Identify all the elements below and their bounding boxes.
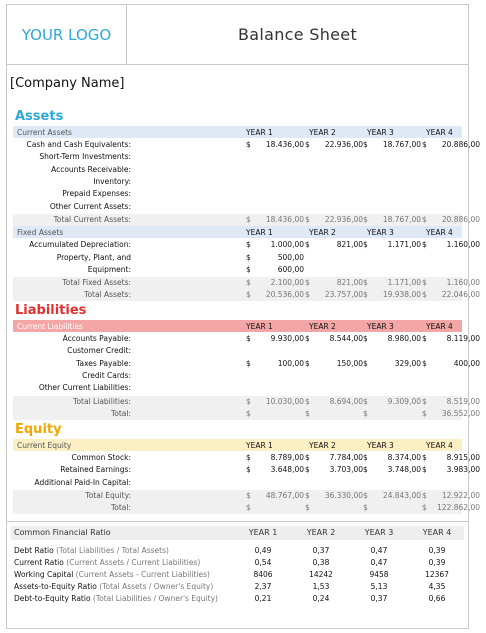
ratio-formula: (Current Assets - Current Liabilities) [75, 570, 210, 579]
current-asset-row [13, 188, 462, 200]
ratio-value-1: 0,54 [254, 558, 272, 567]
current-equity-row-label: Retained Earnings: [60, 465, 131, 475]
amount: 22.936,00 [324, 140, 363, 149]
fixed-asset-row [13, 239, 480, 251]
grand-total: 36.552,00 [441, 409, 480, 418]
total-liabilities-row-label: Total Liabilities: [73, 397, 131, 406]
current-equity-band [13, 439, 462, 451]
amount: 18.436,00 [265, 215, 304, 224]
logo: YOUR LOGO [7, 5, 127, 64]
ratio-value-4: 4,35 [428, 582, 446, 591]
fixed-assets-band-year-3: YEAR 3 [367, 227, 394, 237]
amount: 150,00 [336, 358, 363, 368]
ratio-value-3: 9458 [369, 570, 389, 579]
currency-symbol: $ [422, 278, 427, 287]
current-equity-band-year-2: YEAR 2 [309, 440, 336, 450]
ratio-name: Debt Ratio [14, 546, 54, 555]
ratio-value-2: 0,37 [312, 546, 330, 555]
amount: 3.983,00 [446, 465, 480, 475]
currency-symbol: $ [305, 465, 310, 475]
current-liabilities-band [13, 320, 462, 332]
ratio-value-1: 2,37 [254, 582, 272, 591]
amount: 10.030,00 [265, 397, 304, 406]
current-asset-row-label: Accounts Receivable: [51, 164, 131, 174]
grand-total: 122.862,00 [437, 503, 480, 512]
ratio-value-3: 5,13 [370, 582, 388, 591]
current-asset-row-label: Short-Term Investments: [39, 152, 131, 162]
currency-symbol: $ [422, 290, 427, 299]
amount: 23.757,00 [324, 290, 363, 299]
current-assets-band-year-3: YEAR 3 [367, 127, 394, 137]
total-current-assets-row-label: Total Current Assets: [53, 215, 131, 224]
currency-symbol: $ [422, 503, 427, 512]
current-liabilities-band-year-2: YEAR 2 [309, 321, 336, 331]
ratio-formula: (Total Liabilities / Total Assets) [56, 546, 169, 555]
current-assets-band-year-2: YEAR 2 [309, 127, 336, 137]
amount: 18.436,00 [265, 140, 304, 149]
ratio-year-4: YEAR 4 [422, 528, 452, 537]
currency-symbol: $ [305, 409, 310, 418]
amount: 821,00 [336, 278, 363, 287]
currency-symbol: $ [363, 453, 368, 462]
ratio-value-2: 1,53 [312, 582, 330, 591]
currency-symbol: $ [422, 491, 427, 500]
amount: 8.789,00 [270, 453, 304, 462]
current-liabilities-band-year-4: YEAR 4 [426, 321, 453, 331]
current-liability-row [13, 333, 480, 345]
ratio-year-1: YEAR 1 [248, 528, 278, 537]
currency-symbol: $ [422, 334, 427, 343]
current-equity-row-label: Additional Paid-In Capital: [34, 477, 131, 487]
currency-symbol: $ [246, 409, 251, 418]
currency-symbol: $ [422, 465, 427, 475]
amount: 8.544,00 [329, 334, 363, 343]
ratio-row [11, 569, 464, 581]
total-equity-row-label: Total Equity: [85, 491, 131, 500]
current-equity-row [13, 452, 480, 464]
amount: 500,00 [277, 252, 304, 262]
currency-symbol: $ [246, 503, 251, 512]
amount: 100,00 [277, 358, 304, 368]
fixed-asset-row-label: Property, Plant, and [56, 252, 131, 262]
current-liability-row [13, 345, 462, 357]
amount: 9.309,00 [387, 397, 421, 406]
ratio-label [14, 558, 200, 567]
amount: 3.648,00 [270, 465, 304, 475]
current-liabilities-band-year-1: YEAR 1 [246, 321, 273, 331]
equity-grand-total-row [13, 502, 480, 514]
current-equity-band-year-3: YEAR 3 [367, 440, 394, 450]
current-liability-row-label: Credit Cards: [82, 370, 131, 380]
total-equity-row [13, 490, 480, 502]
amount: 8.980,00 [387, 334, 421, 343]
currency-symbol: $ [363, 465, 368, 475]
ratio-value-1: 0,21 [254, 594, 272, 603]
currency-symbol: $ [246, 215, 251, 224]
current-equity-row-label: Common Stock: [71, 453, 131, 462]
amount: 9.930,00 [270, 334, 304, 343]
ratio-row [11, 545, 464, 557]
current-asset-row-label: Cash and Cash Equivalents: [26, 140, 131, 149]
currency-symbol: $ [422, 358, 427, 368]
amount: 8.915,00 [446, 453, 480, 462]
ratio-formula: (Total Assets / Owner's Equity) [99, 582, 214, 591]
current-equity-band-year-4: YEAR 4 [426, 440, 453, 450]
amount: 1.160,00 [446, 240, 480, 249]
amount: 18.767,00 [382, 215, 421, 224]
current-liability-row [13, 370, 462, 382]
current-liability-row-label: Accounts Payable: [62, 334, 131, 343]
ratio-row [11, 557, 464, 569]
current-asset-row [13, 176, 462, 188]
currency-symbol: $ [305, 290, 310, 299]
amount: 8.694,00 [329, 397, 363, 406]
current-asset-row [13, 164, 462, 176]
liabilities-grand-total-row [13, 408, 480, 420]
current-liabilities-band-label: Current Liabilities [17, 321, 83, 331]
ratio-value-2: 0,38 [312, 558, 330, 567]
amount: 20.536,00 [265, 290, 304, 299]
ratio-name: Working Capital [14, 570, 74, 579]
amount: 36.330,00 [324, 491, 363, 500]
currency-symbol: $ [305, 215, 310, 224]
ratio-value-4: 0,39 [428, 546, 446, 555]
ratio-name: Current Ratio [14, 558, 64, 567]
amount: 12.922,00 [441, 491, 480, 500]
currency-symbol: $ [363, 240, 368, 249]
currency-symbol: $ [363, 409, 368, 418]
current-assets-band-year-1: YEAR 1 [246, 127, 273, 137]
fixed-asset-row-label: Accumulated Depreciation: [29, 240, 131, 249]
fixed-asset-row [13, 264, 462, 276]
current-liability-row-label: Taxes Payable: [76, 358, 131, 368]
currency-symbol: $ [363, 140, 368, 149]
current-liabilities-band-year-3: YEAR 3 [367, 321, 394, 331]
fixed-asset-row [13, 252, 462, 264]
amount: 1.171,00 [387, 240, 421, 249]
amount: 8.374,00 [387, 453, 421, 462]
fixed-assets-band-label: Fixed Assets [17, 227, 64, 237]
current-equity-row [13, 464, 480, 476]
current-liability-row-label: Customer Credit: [67, 346, 131, 356]
ratio-value-2: 0,24 [312, 594, 330, 603]
current-equity-row [13, 477, 462, 489]
currency-symbol: $ [363, 358, 368, 368]
ratio-label [14, 582, 213, 591]
currency-symbol: $ [305, 358, 310, 368]
currency-symbol: $ [246, 140, 251, 149]
amount: 22.936,00 [324, 215, 363, 224]
equity-title: Equity [15, 422, 62, 437]
current-assets-band-label: Current Assets [17, 127, 72, 137]
ratio-section [7, 521, 468, 629]
amount: 1.000,00 [270, 240, 304, 249]
currency-symbol: $ [305, 397, 310, 406]
assets-title: Assets [15, 109, 64, 124]
ratio-value-4: 12367 [425, 570, 449, 579]
equity-grand-total-row-label: Total: [110, 503, 131, 512]
ratio-year-2: YEAR 2 [306, 528, 336, 537]
amount: 19.938,00 [382, 290, 421, 299]
current-asset-row-label: Other Current Assets: [49, 201, 131, 211]
currency-symbol: $ [246, 465, 251, 475]
current-asset-row [13, 139, 480, 151]
currency-symbol: $ [305, 453, 310, 462]
ratio-value-1: 8406 [253, 570, 273, 579]
total-liabilities-row [13, 396, 480, 408]
currency-symbol: $ [305, 334, 310, 343]
current-asset-row-label: Inventory: [93, 176, 131, 186]
current-assets-band [13, 126, 462, 138]
fixed-assets-band-year-4: YEAR 4 [426, 227, 453, 237]
ratio-row [11, 581, 464, 593]
liabilities-title: Liabilities [15, 303, 87, 318]
amount: 1.171,00 [387, 278, 421, 287]
currency-symbol: $ [246, 453, 251, 462]
amount: 600,00 [277, 265, 304, 274]
total-assets-row [13, 289, 480, 301]
amount: 1.160,00 [446, 278, 480, 287]
current-asset-row-label: Prepaid Expenses: [62, 189, 131, 199]
currency-symbol: $ [363, 397, 368, 406]
currency-symbol: $ [422, 215, 427, 224]
balance-sheet [6, 4, 480, 629]
currency-symbol: $ [246, 397, 251, 406]
current-asset-row [13, 151, 462, 163]
ratio-value-1: 0,49 [254, 546, 272, 555]
fixed-assets-band-year-1: YEAR 1 [246, 227, 273, 237]
currency-symbol: $ [422, 409, 427, 418]
currency-symbol: $ [246, 252, 251, 262]
ratio-title: Common Financial Ratio [14, 528, 111, 537]
fixed-assets-band [13, 226, 462, 238]
ratio-year-3: YEAR 3 [364, 528, 394, 537]
amount: 18.767,00 [382, 140, 421, 149]
amount: 2.100,00 [270, 278, 304, 287]
currency-symbol: $ [246, 334, 251, 343]
currency-symbol: $ [246, 290, 251, 299]
currency-symbol: $ [305, 491, 310, 500]
ratio-value-3: 0,47 [370, 546, 388, 555]
amount: 22.046,00 [441, 290, 480, 299]
currency-symbol: $ [422, 453, 427, 462]
currency-symbol: $ [422, 240, 427, 249]
currency-symbol: $ [246, 358, 251, 368]
currency-symbol: $ [363, 290, 368, 299]
current-asset-row [13, 201, 462, 213]
header [7, 5, 468, 65]
currency-symbol: $ [246, 278, 251, 287]
amount: 48.767,00 [265, 491, 304, 500]
ratio-name: Debt-to-Equity Ratio [14, 594, 91, 603]
currency-symbol: $ [363, 503, 368, 512]
ratio-label [14, 546, 169, 555]
amount: 7.784,00 [329, 453, 363, 462]
fixed-asset-row-label: Equipment: [87, 265, 131, 274]
amount: 821,00 [336, 240, 363, 249]
ratio-value-2: 14242 [309, 570, 333, 579]
currency-symbol: $ [363, 215, 368, 224]
ratio-header [11, 526, 464, 540]
company-name[interactable]: [Company Name] [10, 76, 125, 91]
total-assets-row-label: Total Assets: [84, 290, 131, 299]
total-fixed-assets-row [13, 277, 480, 289]
ratio-value-3: 0,47 [370, 558, 388, 567]
ratio-row [11, 593, 464, 605]
amount: 400,00 [453, 358, 480, 368]
liabilities-grand-total-row-label: Total: [110, 409, 131, 418]
amount: 20.886,00 [441, 140, 480, 149]
amount: 3.748,00 [387, 465, 421, 475]
currency-symbol: $ [246, 491, 251, 500]
ratio-label [14, 594, 218, 603]
fixed-assets-band-year-2: YEAR 2 [309, 227, 336, 237]
ratio-value-4: 0,66 [428, 594, 446, 603]
currency-symbol: $ [305, 140, 310, 149]
ratio-name: Assets-to-Equity Ratio [14, 582, 97, 591]
currency-symbol: $ [422, 140, 427, 149]
current-liability-row [13, 382, 462, 394]
amount: 24.843,00 [382, 491, 421, 500]
amount: 8.519,00 [446, 397, 480, 406]
currency-symbol: $ [305, 503, 310, 512]
total-fixed-assets-row-label: Total Fixed Assets: [62, 278, 131, 287]
ratio-formula: (Current Assets / Current Liabilities) [66, 558, 201, 567]
page-title: Balance Sheet [237, 25, 358, 44]
amount: 3.703,00 [329, 465, 363, 475]
current-equity-band-year-1: YEAR 1 [246, 440, 273, 450]
currency-symbol: $ [422, 397, 427, 406]
amount: 329,00 [394, 358, 421, 368]
currency-symbol: $ [246, 265, 251, 274]
currency-symbol: $ [363, 334, 368, 343]
currency-symbol: $ [246, 240, 251, 249]
currency-symbol: $ [363, 278, 368, 287]
current-liability-row [13, 358, 480, 370]
amount: 20.886,00 [441, 215, 480, 224]
current-assets-band-year-4: YEAR 4 [426, 127, 453, 137]
ratio-label [14, 570, 210, 579]
amount: 8.119,00 [446, 334, 480, 343]
current-liability-row-label: Other Current Liabilities: [38, 383, 131, 393]
currency-symbol: $ [305, 240, 310, 249]
current-equity-band-label: Current Equity [17, 440, 72, 450]
ratio-value-3: 0,37 [370, 594, 388, 603]
ratio-value-4: 0,39 [428, 558, 446, 567]
total-current-assets-row [13, 214, 480, 226]
currency-symbol: $ [363, 491, 368, 500]
ratio-formula: (Total Liabilities / Owner's Equity) [92, 594, 218, 603]
currency-symbol: $ [305, 278, 310, 287]
